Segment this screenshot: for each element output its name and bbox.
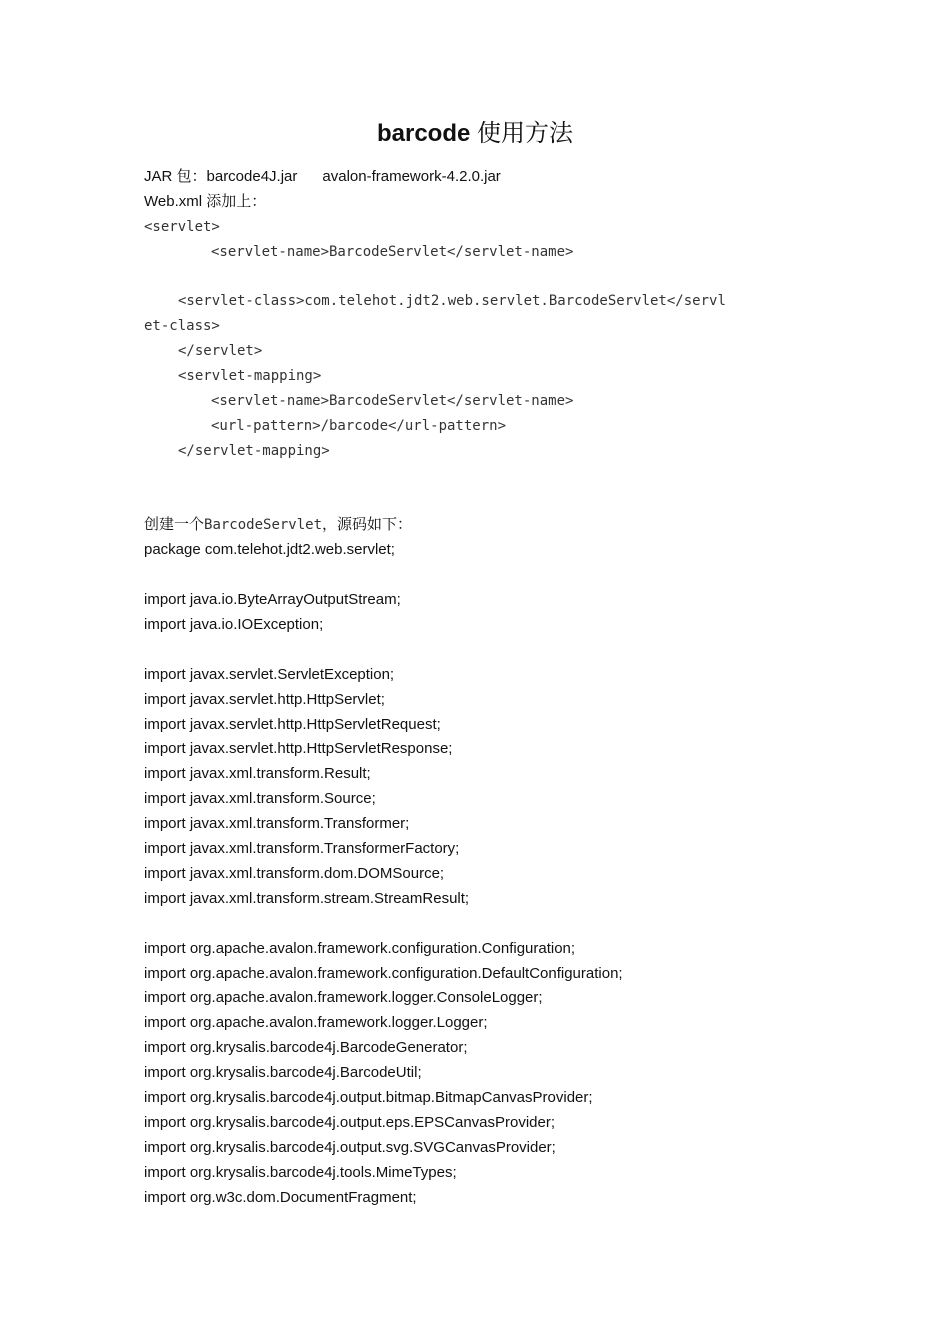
- import-line: import org.krysalis.barcode4j.output.svg.SVGCanvasProvider;: [144, 1138, 556, 1156]
- import-line: import javax.servlet.http.HttpServletRequest;: [144, 715, 441, 733]
- import-line: import javax.servlet.http.HttpServlet;: [144, 690, 385, 708]
- import-line: import org.krysalis.barcode4j.output.eps.EPSCanvasProvider;: [144, 1113, 556, 1131]
- blank-line: [144, 489, 834, 514]
- page-title: [0, 116, 950, 151]
- title-cjk: 使用方法: [477, 119, 574, 147]
- xml-servlet-class: <servlet-class>com.telehot.jdt2.web.servlet.BarcodeServlet</servl: [178, 293, 726, 310]
- xml-mapping-open: <servlet-mapping>: [178, 368, 322, 385]
- create-class-name: BarcodeServlet: [204, 517, 323, 534]
- import-line: import javax.xml.transform.TransformerFactory;: [144, 840, 460, 858]
- import-line: import java.io.ByteArrayOutputStream;: [144, 591, 401, 609]
- xml-servlet-open: <servlet>: [144, 218, 220, 235]
- blank-line: [144, 464, 834, 489]
- import-line: import javax.xml.transform.Result;: [144, 765, 371, 783]
- xml-servlet-close: </servlet>: [178, 343, 263, 360]
- import-line: import org.apache.avalon.framework.logger.ConsoleLogger;: [144, 989, 543, 1007]
- xml-url-pattern: <url-pattern>/barcode</url-pattern>: [211, 417, 507, 434]
- create-suffix: ，源码如下：: [322, 516, 413, 534]
- create-servlet-line: [144, 513, 834, 538]
- blank-line: [144, 638, 834, 663]
- blank-line: [144, 563, 834, 588]
- document-body: [144, 165, 834, 1210]
- import-line: import org.w3c.dom.DocumentFragment;: [144, 1188, 417, 1206]
- title-latin: barcode: [376, 120, 471, 147]
- blank-line: [144, 265, 834, 290]
- create-prefix: 创建一个: [144, 516, 205, 534]
- import-line: import org.apache.avalon.framework.configuration.DefaultConfiguration;: [144, 964, 623, 982]
- import-line: import org.krysalis.barcode4j.BarcodeUtil;: [144, 1064, 422, 1082]
- blank-line: [144, 912, 834, 937]
- import-line: import java.io.IOException;: [144, 616, 324, 634]
- import-line: import org.krysalis.barcode4j.output.bitmap.BitmapCanvasProvider;: [144, 1088, 593, 1106]
- import-line: import org.apache.avalon.framework.logger.Logger;: [144, 1014, 488, 1032]
- import-line: import javax.xml.transform.Source;: [144, 790, 376, 808]
- jar-line: JAR 包：barcode4J.jar avalon-framework-4.2.0.jar: [144, 168, 501, 185]
- xml-servlet-class-wrap: et-class>: [144, 318, 220, 335]
- import-line: import javax.xml.transform.stream.StreamResult;: [144, 889, 470, 907]
- import-line: import org.apache.avalon.framework.configuration.Configuration;: [144, 939, 576, 957]
- xml-mapping-servlet-name: <servlet-name>BarcodeServlet</servlet-name>: [211, 393, 574, 410]
- package-line: package com.telehot.jdt2.web.servlet;: [144, 541, 395, 559]
- import-line: import org.krysalis.barcode4j.BarcodeGenerator;: [144, 1039, 468, 1057]
- xml-mapping-close: </servlet-mapping>: [178, 442, 330, 459]
- webxml-line: Web.xml 添加上：: [144, 192, 267, 210]
- xml-servlet-name: <servlet-name>BarcodeServlet</servlet-name>: [211, 243, 574, 260]
- import-line: import javax.xml.transform.Transformer;: [144, 815, 410, 833]
- import-line: import javax.servlet.http.HttpServletResponse;: [144, 740, 453, 758]
- import-line: import javax.servlet.ServletException;: [144, 665, 395, 683]
- import-line: import javax.xml.transform.dom.DOMSource;: [144, 864, 445, 882]
- import-line: import org.krysalis.barcode4j.tools.MimeTypes;: [144, 1163, 457, 1181]
